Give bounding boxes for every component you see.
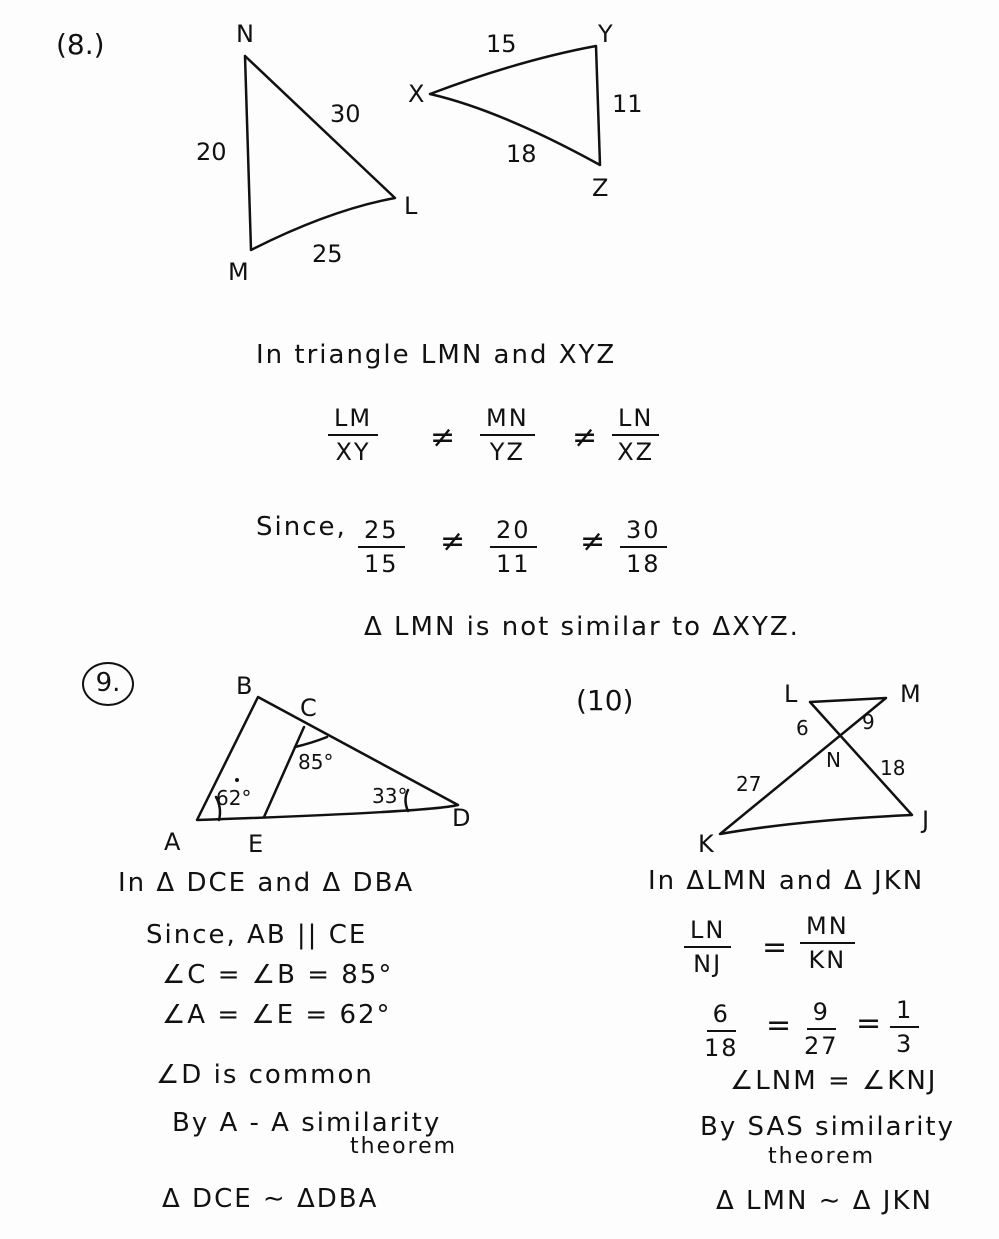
theorem-line-1: By SAS similarity bbox=[700, 1112, 955, 1142]
value-numerator: 30 bbox=[620, 516, 667, 548]
vertex-m-label: M bbox=[228, 258, 249, 286]
ratio-denominator: XY bbox=[335, 438, 371, 466]
ratio-numerator: LN bbox=[684, 916, 731, 948]
ratio-ln-xz bbox=[612, 404, 659, 466]
value-1-3 bbox=[890, 996, 919, 1058]
equals-sign: = bbox=[766, 1008, 792, 1043]
value-denominator: 3 bbox=[896, 1030, 914, 1058]
equals-sign: = bbox=[856, 1006, 882, 1041]
triangle-lmn-figure bbox=[245, 56, 395, 250]
theorem-line-2: theorem bbox=[768, 1144, 876, 1169]
problem-9-line-5: ∠D is common bbox=[156, 1060, 374, 1090]
vertex-z-label: Z bbox=[592, 174, 609, 202]
segment-ln-label: 6 bbox=[796, 716, 809, 740]
angle-a-label: 62° bbox=[216, 786, 252, 810]
ratio-denominator: YZ bbox=[489, 438, 525, 466]
problem-9-number: 9. bbox=[82, 662, 134, 706]
value-9-27 bbox=[804, 998, 839, 1060]
ratio-denominator: KN bbox=[808, 946, 847, 974]
value-numerator: 1 bbox=[890, 996, 919, 1028]
value-30-18 bbox=[620, 516, 667, 578]
not-equal-sign: ≠ bbox=[440, 524, 466, 559]
not-equal-sign: ≠ bbox=[580, 524, 606, 559]
problem-9-line-7: theorem bbox=[350, 1134, 458, 1159]
vertex-a-label: A bbox=[164, 828, 181, 856]
vertex-x-label: X bbox=[408, 80, 425, 108]
ratio-numerator: MN bbox=[800, 912, 855, 944]
problem-9-line-6: By A - A similarity bbox=[172, 1108, 442, 1138]
vertex-k-label: K bbox=[698, 830, 714, 858]
not-equal-sign: ≠ bbox=[572, 420, 598, 455]
value-6-18 bbox=[704, 1000, 739, 1062]
value-numerator: 6 bbox=[707, 1000, 736, 1032]
ratio-lm-xy bbox=[328, 404, 378, 466]
value-20-11 bbox=[490, 516, 537, 578]
value-numerator: 25 bbox=[358, 516, 405, 548]
problem-9-line-2: Since, AB || CE bbox=[146, 920, 368, 950]
ratio-numerator: LM bbox=[328, 404, 378, 436]
ratio-mn-kn bbox=[800, 912, 855, 974]
value-denominator: 18 bbox=[704, 1034, 739, 1062]
side-yz-label: 11 bbox=[612, 90, 643, 118]
problem-9-line-1: In Δ DCE and Δ DBA bbox=[118, 868, 415, 898]
side-xy-label: 15 bbox=[486, 30, 517, 58]
problem-9-conclusion: Δ DCE ∼ ΔDBA bbox=[162, 1184, 379, 1214]
vertex-b-label: B bbox=[236, 672, 253, 700]
value-25-15 bbox=[358, 516, 405, 578]
value-denominator: 18 bbox=[626, 550, 661, 578]
vertex-e-label: E bbox=[248, 830, 264, 858]
problem-10-conclusion: Δ LMN ∼ Δ JKN bbox=[716, 1186, 933, 1216]
not-equal-sign: ≠ bbox=[430, 420, 456, 455]
problem-10-intro: In ΔLMN and Δ JKN bbox=[648, 866, 925, 896]
side-ml-label: 25 bbox=[312, 240, 343, 268]
ratio-numerator: LN bbox=[612, 404, 659, 436]
side-xz-label: 18 bbox=[506, 140, 537, 168]
vertex-l-label: L bbox=[784, 680, 798, 708]
ratio-denominator: XZ bbox=[617, 438, 655, 466]
segment-kn-label: 27 bbox=[736, 772, 762, 796]
vertex-j-label: J bbox=[922, 806, 930, 834]
vertex-y-label: Y bbox=[598, 20, 613, 48]
problem-9-line-3: ∠C = ∠B = 85° bbox=[162, 960, 394, 990]
ratio-ln-nj bbox=[684, 916, 731, 978]
segment-mn-label: 9 bbox=[862, 710, 875, 734]
ratio-denominator: NJ bbox=[693, 950, 723, 978]
problem-9-line-4: ∠A = ∠E = 62° bbox=[162, 1000, 392, 1030]
equals-sign: = bbox=[762, 930, 788, 965]
vertex-l-label: L bbox=[404, 192, 418, 220]
vertex-n-label: N bbox=[826, 748, 841, 772]
value-denominator: 11 bbox=[496, 550, 531, 578]
side-nl-label: 30 bbox=[330, 100, 361, 128]
value-denominator: 27 bbox=[804, 1032, 839, 1060]
problem-10-number: (10) bbox=[576, 684, 634, 717]
segment-nj-label: 18 bbox=[880, 756, 906, 780]
value-denominator: 15 bbox=[364, 550, 399, 578]
angle-c-label: 85° bbox=[298, 750, 334, 774]
problem-8-conclusion: Δ LMN is not similar to ΔXYZ. bbox=[364, 612, 800, 642]
problem-8-intro: In triangle LMN and XYZ bbox=[256, 340, 617, 370]
value-numerator: 9 bbox=[807, 998, 836, 1030]
vertex-m-label: M bbox=[900, 680, 921, 708]
side-nm-label: 20 bbox=[196, 138, 227, 166]
vertex-c-label: C bbox=[300, 694, 317, 722]
value-numerator: 20 bbox=[490, 516, 537, 548]
angle-d-label: 33° bbox=[372, 784, 408, 808]
vertex-n-label: N bbox=[236, 20, 254, 48]
angle-equality: ∠LNM = ∠KNJ bbox=[730, 1066, 938, 1096]
ratio-numerator: MN bbox=[480, 404, 535, 436]
ratio-mn-yz bbox=[480, 404, 535, 466]
vertex-d-label: D bbox=[452, 804, 471, 832]
problem-8-number: (8.) bbox=[56, 28, 105, 61]
since-label: Since, bbox=[256, 512, 347, 542]
